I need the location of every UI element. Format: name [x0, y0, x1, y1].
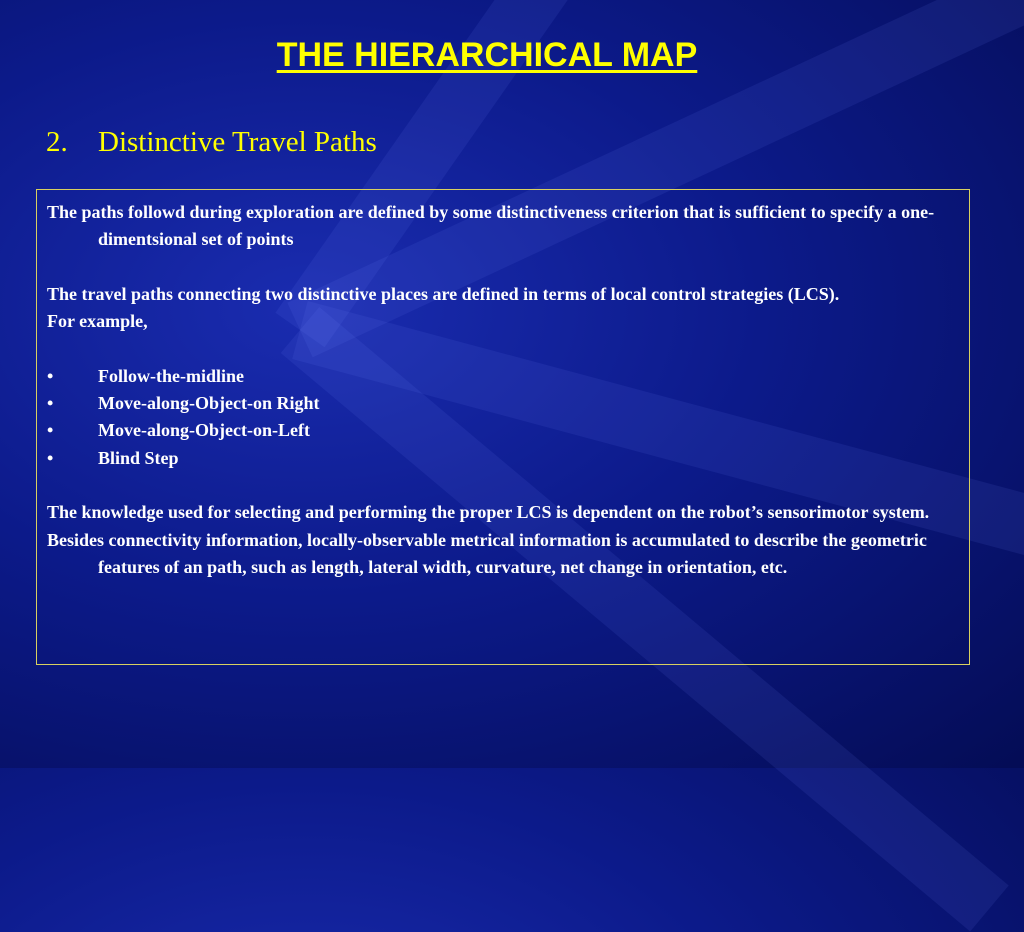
bullet-icon: • — [47, 393, 54, 414]
content-box — [36, 189, 970, 665]
paragraph-knowledge: The knowledge used for selecting and performing the proper LCS is dependent on the robot’s sensorimotor system. — [47, 502, 930, 523]
list-item-text: Move-along-Object-on Right — [98, 393, 320, 414]
bullet-icon: • — [47, 420, 54, 441]
list-item — [47, 363, 959, 390]
list-item — [47, 445, 959, 472]
section-number: 2. — [46, 126, 68, 158]
list-item-text: Blind Step — [98, 447, 179, 468]
list-item-text: Follow-the-midline — [98, 365, 244, 386]
section-heading-text: Distinctive Travel Paths — [98, 126, 377, 158]
list-item-text: Move-along-Object-on-Left — [98, 420, 310, 441]
paragraph-for-example: For example, — [47, 311, 148, 332]
list-item — [47, 417, 959, 444]
paragraph-paths-definition: The paths followd during exploration are defined by some distinctiveness criterion that is sufficient to specify a one-dimentsional set of points — [47, 202, 935, 250]
paragraph-travel-paths: The travel paths connecting two distinctive places are defined in terms of local control strategies (LCS). — [47, 283, 840, 304]
bullet-icon: • — [47, 365, 54, 386]
paragraph-metrical-info: Besides connectivity information, locally-observable metrical information is accumulated to describe the geometric features of an path, such as length, lateral width, curvature, net change in orientation, etc. — [47, 529, 927, 577]
bullet-icon: • — [47, 447, 54, 468]
slide-title: THE HIERARCHICAL MAP — [276, 36, 698, 74]
section-heading — [46, 126, 377, 159]
list-item — [47, 390, 959, 417]
